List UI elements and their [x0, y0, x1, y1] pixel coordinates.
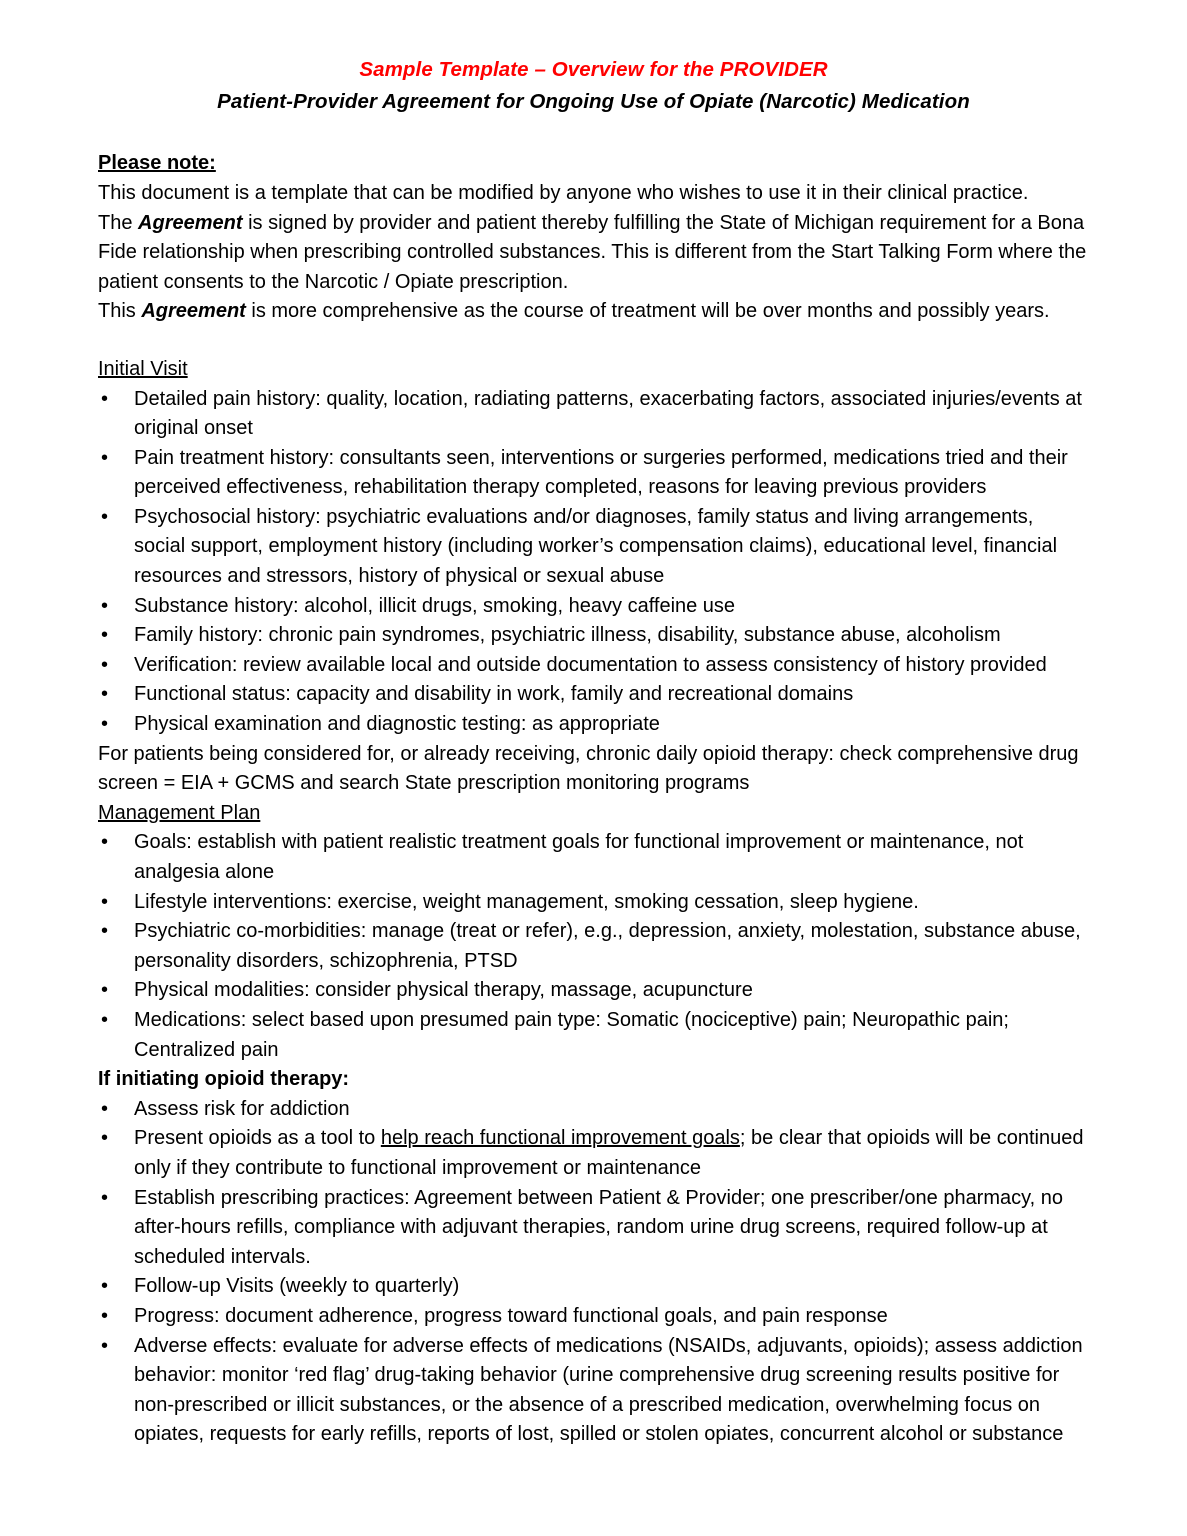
list-item: • Functional status: capacity and disability in work, family and recreational domains — [98, 680, 1089, 710]
please-note-line-2 — [98, 209, 1089, 298]
list-item: • Adverse effects: evaluate for adverse effects of medications (NSAIDs, adjuvants, opioids); assess addiction behavior: monitor ‘red flag’ drug-taking behavior (urine comprehensive drug screening results positive for non-prescribed or illicit substances, or the absence of a prescribed medication, overwhelming focus on opiates, requests for early refills, reports of lost, spilled or stolen opiates, concurrent alcohol or substance — [98, 1332, 1089, 1450]
list-item: • Substance history: alcohol, illicit drugs, smoking, heavy caffeine use — [98, 592, 1089, 622]
list-item: • Establish prescribing practices: Agreement between Patient & Provider; one prescriber/one pharmacy, no after-hours refills, compliance with adjuvant therapies, random urine drug screens, required follow-up at scheduled intervals. — [98, 1184, 1089, 1273]
list-item: • Follow-up Visits (weekly to quarterly) — [98, 1272, 1089, 1302]
list-item: • Psychiatric co-morbidities: manage (treat or refer), e.g., depression, anxiety, molestation, substance abuse, personality disorders, schizophrenia, PTSD — [98, 917, 1089, 976]
management-plan-heading-wrap — [98, 799, 1089, 829]
list-item: • Goals: establish with patient realistic treatment goals for functional improvement or maintenance, not analgesia alone — [98, 828, 1089, 887]
present-opioids-underlined: help reach functional improvement goals — [380, 1127, 740, 1150]
please-note-line-1: This document is a template that can be modified by anyone who wishes to use it in their clinical practice. — [98, 181, 1029, 204]
section-spacer — [98, 327, 1089, 355]
list-item: • Psychosocial history: psychiatric evaluations and/or diagnoses, family status and living arrangements, social support, employment history (including worker’s compensation claims), educational level, financial resources and stressors, history of physical or sexual abuse — [98, 503, 1089, 592]
management-plan-bullet-list — [98, 828, 1089, 1065]
initial-visit-bullet-list — [98, 385, 1089, 740]
list-item: • Medications: select based upon presumed pain type: Somatic (nociceptive) pain; Neuropathic pain; Centralized pain — [98, 1006, 1089, 1065]
management-plan-heading: Management Plan — [98, 801, 261, 824]
title-spacer — [98, 115, 1089, 149]
initial-visit-closing-paragraph: For patients being considered for, or already receiving, chronic daily opioid therapy: check comprehensive drug screen = EIA + GCMS and search State prescription monitoring programs — [98, 742, 1079, 795]
agreement-emphasis-1: Agreement — [138, 211, 243, 234]
list-item: • Verification: review available local and outside documentation to assess consistency of history provided — [98, 651, 1089, 681]
list-item: • Pain treatment history: consultants seen, interventions or surgeries performed, medications tried and their perceived effectiveness, rehabilitation therapy completed, reasons for leaving previous providers — [98, 444, 1089, 503]
list-item: • Detailed pain history: quality, location, radiating patterns, exacerbating factors, associated injuries/events at original onset — [98, 385, 1089, 444]
document-subtitle: Patient-Provider Agreement for Ongoing Use of Opiate (Narcotic) Medication — [217, 89, 970, 113]
list-item: • Lifestyle interventions: exercise, weight management, smoking cessation, sleep hygiene. — [98, 888, 1089, 918]
list-item: • Physical modalities: consider physical therapy, massage, acupuncture — [98, 976, 1089, 1006]
present-opioids-post: ; be clear that opioids will be continued only if they contribute to functional improvement or maintenance — [134, 1127, 1084, 1179]
initial-visit-heading-wrap — [98, 355, 1089, 385]
list-item: • Progress: document adherence, progress toward functional goals, and pain response — [98, 1302, 1089, 1332]
list-item: • Physical examination and diagnostic testing: as appropriate — [98, 710, 1089, 740]
list-item: • Assess risk for addiction — [98, 1095, 1089, 1125]
list-item: • Family history: chronic pain syndromes, psychiatric illness, disability, substance abuse, alcoholism — [98, 621, 1089, 651]
initial-visit-heading: Initial Visit — [98, 357, 188, 380]
initiating-opioid-therapy-heading: If initiating opioid therapy: — [98, 1068, 350, 1091]
list-item — [98, 1124, 1089, 1183]
please-note-line-3 — [98, 297, 1089, 327]
initiating-opioid-therapy-bullet-list — [98, 1095, 1089, 1450]
please-note-line-2-pre: The — [98, 211, 139, 234]
please-note-heading: Please note: — [98, 152, 216, 175]
agreement-emphasis-2: Agreement — [141, 300, 246, 323]
present-opioids-pre: Present opioids as a tool to — [134, 1127, 381, 1150]
please-note-line-3-pre: This — [98, 300, 142, 323]
please-note-line-3-post: is more comprehensive as the course of treatment will be over months and possibly years. — [245, 300, 1050, 323]
document-title-red: Sample Template – Overview for the PROVIDER — [359, 58, 828, 81]
please-note-line-2-post: is signed by provider and patient thereby fulfilling the State of Michigan requirement for a Bona Fide relationship when prescribing controlled substances. This is different from the Start Talking Form where the patient consents to the Narcotic / Opiate prescription. — [98, 211, 1087, 293]
